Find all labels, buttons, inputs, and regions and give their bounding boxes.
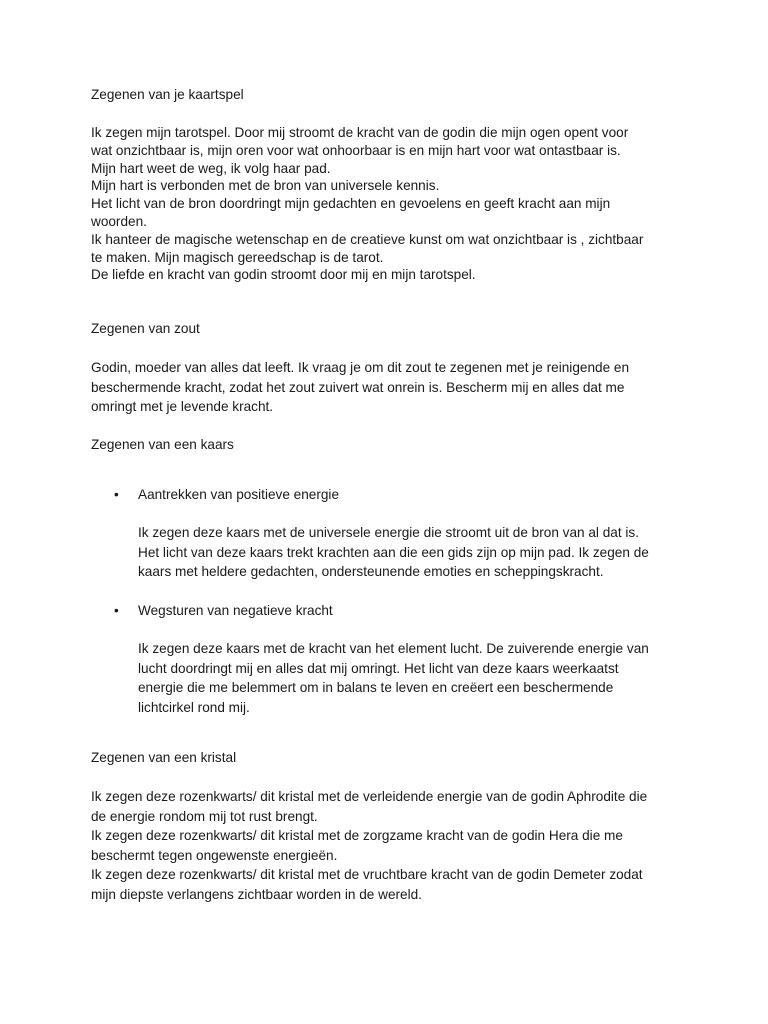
text-line: Ik zegen mijn tarotspel. Door mij stroomt de kracht van de godin die mijn ogen opent voor [91,125,629,140]
text-line: mijn diepste verlangens zichtbaar worden in de wereld. [91,886,422,902]
bullet-item-negative [114,601,680,718]
section-heading-kaars: Zegenen van een kaars [91,436,234,452]
text-line: omringt met je levende kracht. [91,399,274,415]
bullet-title: Aantrekken van positieve energie [138,486,340,502]
section-body-kristal [91,787,680,904]
text-line: Ik zegen deze rozenkwarts/ dit kristal met de verleidende energie van de godin Aphrodite die [91,789,648,805]
text-line: Ik zegen deze kaars met de kracht van het element lucht. De zuiverende energie van [138,641,649,657]
text-line: Mijn hart is verbonden met de bron van universele kennis. [91,178,440,194]
text-line: Ik zegen deze rozenkwarts/ dit kristal met de zorgzame kracht van de godin Hera die me [91,828,623,844]
text-line: Mijn hart weet de weg, ik volg haar pad. [91,160,331,176]
text-line: De liefde en kracht van godin stroomt door mij en mijn tarotspel. [91,267,476,283]
bullet-icon: • [114,486,119,502]
bullet-icon: • [114,602,119,618]
section-heading-kaartspel: Zegenen van je kaartspel [91,87,244,102]
text-line: lucht doordringt mij en alles dat mij omringt. Het licht van deze kaars weerkaatst [138,660,619,676]
text-line: kaars met heldere gedachten, ondersteunende emoties en scheppingskracht. [138,564,604,580]
bullet-body [138,523,680,582]
bullet-item-positive [114,485,680,582]
text-line: beschermende kracht, zodat het zout zuivert wat onrein is. Bescherm mij en alles dat me [91,379,625,395]
text-line: de energie rondom mij tot rust brengt. [91,808,318,824]
text-line: lichtcirkel rond mij. [138,699,250,715]
text-line: Het licht van de bron doordringt mijn gedachten en gevoelens en geeft kracht aan mijn [91,196,611,212]
section-heading-zout: Zegenen van zout [91,321,200,337]
section-body-kaartspel [91,124,680,284]
text-line: Het licht van deze kaars trekt krachten aan die een gids zijn op mijn pad. Ik zegen de [138,544,649,560]
text-line: Ik hanteer de magische wetenschap en de creatieve kunst om wat onzichtbaar is , zichtbaar [91,231,644,247]
text-line: wat onzichtbaar is, mijn oren voor wat onhoorbaar is en mijn hart voor wat ontastbaar is. [91,142,621,158]
text-line: beschermt tegen ongewenste energieën. [91,847,338,863]
section-body-zout [91,358,680,417]
text-line: te maken. Mijn magisch gereedschap is de tarot. [91,249,384,265]
text-line: woorden. [91,213,147,229]
text-line: energie die me belemmert om in balans te leven en creëert een beschermende [138,680,614,696]
bullet-title: Wegsturen van negatieve kracht [138,602,333,618]
text-line: Godin, moeder van alles dat leeft. Ik vraag je om dit zout te zegenen met je reinigende en [91,360,630,376]
section-heading-kristal: Zegenen van een kristal [91,750,237,766]
text-line: Ik zegen deze kaars met de universele energie die stroomt uit de bron van al dat is. [138,525,639,541]
bullet-body [138,639,680,717]
text-line: Ik zegen deze rozenkwarts/ dit kristal met de vruchtbare kracht van de godin Demeter zodat [91,867,643,883]
